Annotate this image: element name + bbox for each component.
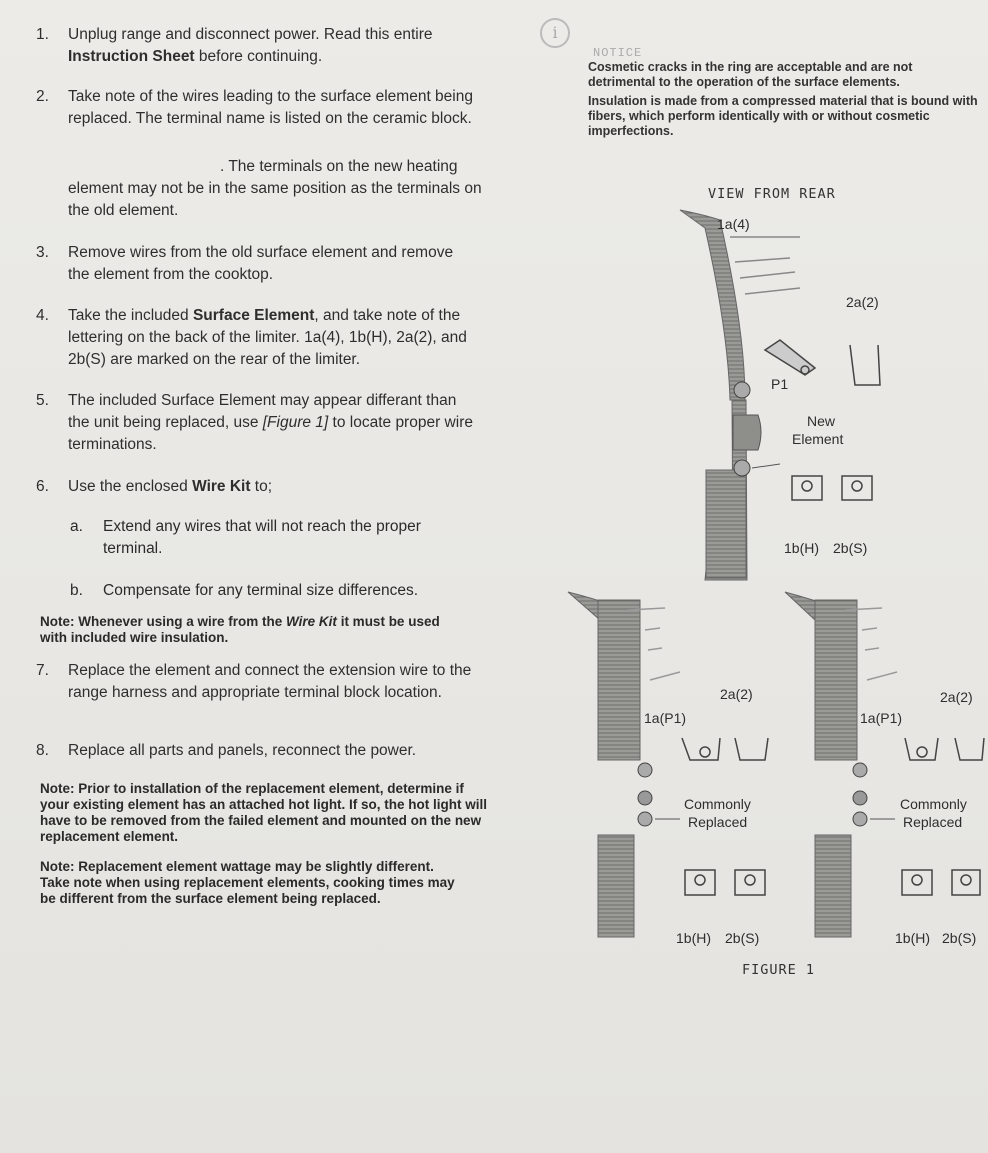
step-number: 8.	[36, 742, 49, 759]
notice-text-1: Cosmetic cracks in the ring are acceptable and are not detrimental to the operation of the surface elements.	[588, 60, 913, 89]
step-number: 2.	[36, 88, 49, 105]
label-left-1b: 1b(H)	[676, 930, 712, 946]
label-new-2b: 2b(S)	[833, 540, 868, 556]
step-number: 1.	[36, 26, 49, 43]
substep-letter: b.	[70, 582, 83, 599]
label-new-1a: 1a(4)	[717, 216, 750, 232]
label-new-element-line1: New	[807, 413, 836, 429]
substep-text: Compensate for any terminal size differences.	[103, 582, 419, 599]
step-text: . The terminals on the new heating element may not be in the same position as the terminals on the old element.	[68, 158, 482, 219]
substep-letter: a.	[70, 518, 83, 535]
notice-text-2: Insulation is made from a compressed material that is bound with fibers, which perform identically with or without cosmetic imperfections.	[588, 94, 978, 138]
label-left-2a: 2a(2)	[720, 686, 753, 702]
step-text: Replace all parts and panels, reconnect the power.	[68, 742, 417, 759]
step-number: 5.	[36, 392, 49, 409]
label-new-element-line2: Element	[792, 431, 844, 447]
figure-caption: FIGURE 1	[742, 962, 816, 978]
label-right-replaced: Replaced	[903, 814, 963, 830]
replaced-element-left-ring	[568, 592, 768, 937]
label-right-2a: 2a(2)	[940, 689, 973, 705]
substep-text: Extend any wires that will not reach the proper terminal.	[103, 518, 421, 557]
step-text: Replace the element and connect the extension wire to the range harness and appropriate terminal block location.	[68, 662, 472, 701]
label-right-1a: 1a(P1)	[860, 710, 903, 726]
figure-view-title: VIEW FROM REAR	[708, 186, 836, 202]
label-right-1b: 1b(H)	[895, 930, 931, 946]
note-wattage: Note: Replacement element wattage may be slightly different. Take note when using replacement elements, cooking times may be different from the surface element being replaced.	[40, 859, 455, 906]
step-text: The included Surface Element may appear differant than the unit being replaced, use [Figure 1] to locate proper wire terminations.	[68, 392, 473, 453]
step-number: 4.	[36, 307, 49, 324]
label-left-commonly: Commonly	[684, 796, 751, 812]
note-wire-kit: Note: Whenever using a wire from the Wire Kit it must be used with included wire insulation.	[40, 614, 440, 645]
step-text: Unplug range and disconnect power. Read this entire Instruction Sheet before continuing.	[68, 26, 433, 65]
label-left-1a: 1a(P1)	[644, 710, 687, 726]
label-left-replaced: Replaced	[688, 814, 748, 830]
label-right-2b: 2b(S)	[942, 930, 977, 946]
step-text: Remove wires from the old surface element and remove the element from the cooktop.	[68, 244, 454, 283]
label-new-p1: P1	[771, 376, 789, 392]
notice-title: NOTICE	[593, 46, 643, 60]
replaced-element-right-ring	[785, 592, 984, 937]
label-right-commonly: Commonly	[900, 796, 967, 812]
step-text: Take note of the wires leading to the surface element being replaced. The terminal name is listed on the ceramic block.	[68, 88, 473, 127]
note-hot-light: Note: Prior to installation of the replacement element, determine if your existing element has an attached hot light. If so, the hot light will have to be removed from the failed element and mounted on the new replacement element.	[40, 781, 488, 844]
label-new-1b: 1b(H)	[784, 540, 820, 556]
info-icon: i	[540, 18, 570, 48]
new-element-ring	[680, 210, 880, 580]
label-new-2a: 2a(2)	[846, 294, 879, 310]
step-number: 6.	[36, 478, 49, 495]
step-number: 3.	[36, 244, 49, 261]
label-left-2b: 2b(S)	[725, 930, 760, 946]
step-number: 7.	[36, 662, 49, 679]
step-text: Use the enclosed Wire Kit to;	[68, 478, 273, 495]
step-text: Take the included Surface Element, and take note of the lettering on the back of the limiter. 1a(4), 1b(H), 2a(2), and 2b(S) are marked on the rear of the limiter.	[68, 307, 467, 368]
